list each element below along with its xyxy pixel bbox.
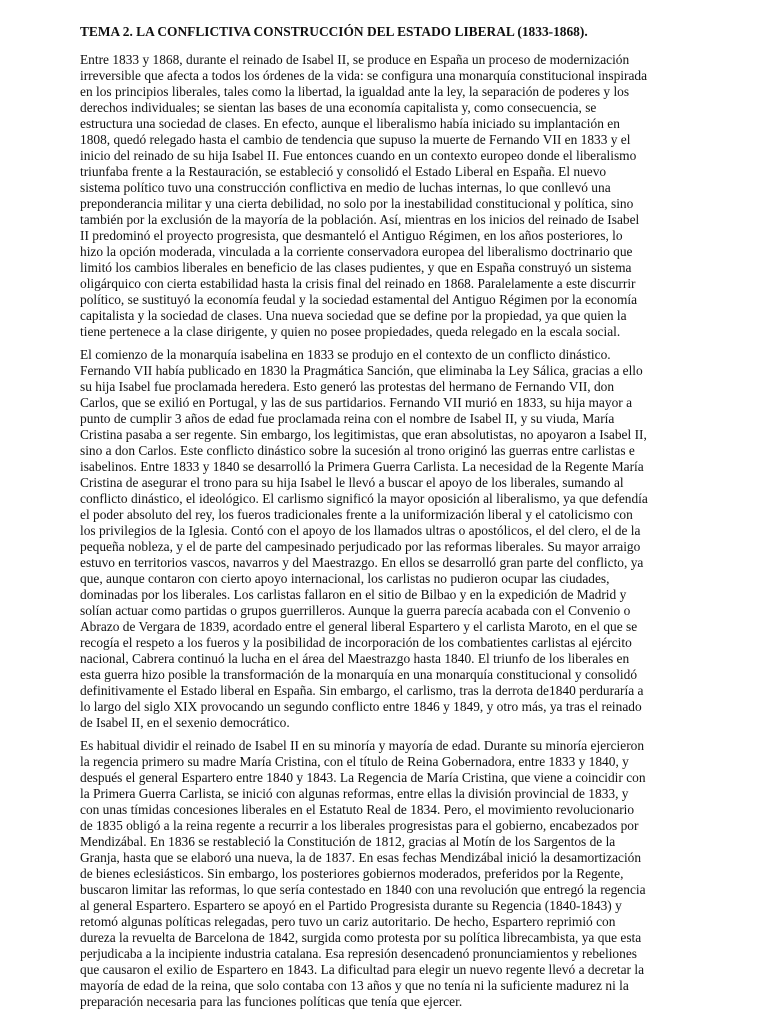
paragraph-2 — [80, 347, 680, 731]
text-line: perjudicaba a la incipiente industria catalana. Esa represión desencadenó pronunciamientos y rebeliones — [80, 946, 637, 961]
text-line: Cristina de asegurar el trono para su hija Isabel le llevó a buscar el apoyo de los liberales, sumando al — [80, 475, 624, 490]
text-line: dureza la revuelta de Barcelona de 1842, surgida como protesta por su política librecambista, ya que esta — [80, 930, 642, 945]
text-line: buscaron limitar las reformas, lo que sería contestado en 1840 con una revolución que entregó la regencia — [80, 882, 646, 897]
paragraph-3 — [80, 738, 680, 1010]
text-line: Abrazo de Vergara de 1839, acordado entre el general liberal Espartero y el carlista Maroto, en el que se — [80, 619, 638, 634]
text-line: recogía el respeto a los fueros y la posibilidad de incorporación de los combatientes carlistas al ejército — [80, 635, 632, 650]
text-line: el poder absoluto del rey, los fueros tradicionales frente a la uniformización liberal y el catolicismo con — [80, 507, 633, 522]
text-line: nacional, Cabrera continuó la lucha en el área del Maestrazgo hasta 1840. El triunfo de los liberales en — [80, 651, 630, 666]
text-line: preponderancia militar y una cierta debilidad, no solo por la inestabilidad constitucional y política, sino — [80, 196, 634, 211]
text-line: Mendizábal. En 1836 se restableció la Constitución de 1812, gracias al Motín de los Sargentos de la — [80, 834, 616, 849]
text-line: la regencia primero su madre María Cristina, con el título de Reina Gobernadora, entre 1833 y 1840, y — [80, 754, 629, 769]
text-line: definitivamente el Estado liberal en España. Sin embargo, el carlismo, tras la derrota de1840 perduraría a — [80, 683, 644, 698]
text-line: hizo la opción moderada, vinculada a la corriente conservadora europea del liberalismo doctrinario que — [80, 244, 633, 259]
text-line: estructura una sociedad de clases. En efecto, aunque el liberalismo había iniciado su implantación en — [80, 116, 620, 131]
text-line: solían actuar como partidas o grupos guerrilleros. Aunque la guerra parecía acabada con el Convenio o — [80, 603, 631, 618]
text-line: conflicto dinástico, el ideológico. El carlismo significó la mayor oposición al liberalismo, ya que defendía — [80, 491, 648, 506]
text-line: que, aunque contaron con cierto apoyo internacional, los carlistas no pudieron ocupar las ciudades, — [80, 571, 610, 586]
text-line: Fernando VII había publicado en 1830 la Pragmática Sanción, que eliminaba la Ley Sálica, gracias a ello — [80, 363, 643, 378]
text-line: de Isabel II, en el sexenio democrático. — [80, 715, 290, 730]
text-line: preparación necesaria para las funciones políticas que tenía que ejercer. — [80, 994, 463, 1009]
text-line: la Primera Guerra Carlista, se inició con algunas reformas, entre ellas la división provincial de 1833, y — [80, 786, 629, 801]
text-line: sistema político tuvo una construcción conflictiva en medio de luchas internas, lo que conllevó una — [80, 180, 611, 195]
text-line: al general Espartero. Espartero se apoyó en el Partido Progresista durante su Regencia (1840-1843) y — [80, 898, 622, 913]
document-body — [80, 24, 680, 1017]
text-line: de bienes eclesiásticos. Sin embargo, los posteriores gobiernos moderados, preferidos por la Regente, — [80, 866, 624, 881]
text-line: sino a don Carlos. Este conflicto dinástico sobre la sucesión al trono originó las guerras entre carlistas e — [80, 443, 635, 458]
text-line: estuvo en territorios vascos, navarros y del Maestrazgo. En ellos se desarrolló gran parte del conflicto, ya — [80, 555, 644, 570]
text-line: Entre 1833 y 1868, durante el reinado de Isabel II, se produce en España un proceso de modernización — [80, 52, 630, 67]
text-line: El comienzo de la monarquía isabelina en 1833 se produjo en el contexto de un conflicto dinástico. — [80, 347, 611, 362]
text-line: inicio del reinado de su hija Isabel II. Fue entonces cuando en un contexto europeo donde el liberalismo — [80, 148, 637, 163]
text-line: punto de cumplir 3 años de edad fue proclamada reina con el nombre de Isabel II, y su viuda, María — [80, 411, 615, 426]
document-title: TEMA 2. LA CONFLICTIVA CONSTRUCCIÓN DEL ESTADO LIBERAL (1833-1868). — [80, 24, 588, 39]
text-line: derechos individuales; se sientan las bases de una economía capitalista y, como consecuencia, se — [80, 100, 597, 115]
text-line: 1808, quedó relegado hasta el cambio de tendencia que supuso la muerte de Fernando VII en 1833 y el — [80, 132, 631, 147]
text-line: isabelinos. Entre 1833 y 1840 se desarrolló la Primera Guerra Carlista. La necesidad de la Regente María — [80, 459, 644, 474]
text-line: Carlos, que se exilió en Portugal, y las de sus partidarios. Fernando VII murió en 1833, su hija mayor a — [80, 395, 633, 410]
text-line: Es habitual dividir el reinado de Isabel II en su minoría y mayoría de edad. Durante su minoría ejercieron — [80, 738, 645, 753]
text-line: II predominó el proyecto progresista, que desmanteló el Antiguo Régimen, en los años posteriores, lo — [80, 228, 623, 243]
text-line: político, se sustituyó la economía feudal y la sociedad estamental del Antiguo Régimen por la economía — [80, 292, 638, 307]
text-line: mayoría de edad de la reina, que solo contaba con 13 años y que no tenía ni la suficiente madurez ni la — [80, 978, 629, 993]
text-line: pequeña nobleza, y el de parte del campesinado perjudicado por las reformas liberales. Su mayor arraigo — [80, 539, 641, 554]
text-line: en los principios liberales, tales como la libertad, la igualdad ante la ley, la separación de poderes y los — [80, 84, 630, 99]
text-line: de 1835 obligó a la reina regente a recurrir a los liberales progresistas para el gobierno, encabezados por — [80, 818, 639, 833]
text-line: que causaron el exilio de Espartero en 1843. La dificultad para elegir un nuevo regente llevó a decretar la — [80, 962, 645, 977]
text-line: lo largo del siglo XIX provocando un segundo conflicto entre 1846 y 1849, y otro más, ya tras el reinado — [80, 699, 642, 714]
text-line: con unas tímidas concesiones liberales en el Estatuto Real de 1834. Pero, el movimiento revolucionario — [80, 802, 635, 817]
text-line: dominadas por los liberales. Los carlistas fallaron en el sitio de Bilbao y en la expedición de Madrid y — [80, 587, 627, 602]
text-line: los privilegios de la Iglesia. Contó con el apoyo de los llamados ultras o apostólicos, el del clero, el de la — [80, 523, 641, 538]
text-line: después el general Espartero entre 1840 y 1843. La Regencia de María Cristina, que viene a coincidir con — [80, 770, 646, 785]
text-line: oligárquico con cierta estabilidad hasta la crisis final del reinado en 1868. Paralelamente a este discurrir — [80, 276, 636, 291]
text-line: Granja, hasta que se elaboró una nueva, la de 1837. En esas fechas Mendizábal inició la desamortización — [80, 850, 642, 865]
text-line: tiene pertenece a la clase dirigente, y quien no posee propiedades, queda relegado en la escala social. — [80, 324, 621, 339]
text-line: Cristina pasaba a ser regente. Sin embargo, los legitimistas, que eran absolutistas, no apoyaron a Isabel II, — [80, 427, 647, 442]
text-line: triunfaba frente a la Restauración, se estableció y consolidó el Estado Liberal en España. El nuevo — [80, 164, 607, 179]
text-line: capitalista y la sociedad de clases. Una nueva sociedad que se define por la propiedad, ya que quien la — [80, 308, 627, 323]
paragraph-1 — [80, 52, 680, 340]
text-line: también por la exclusión de la mayoría de la población. Así, mientras en los inicios del reinado de Isabel — [80, 212, 640, 227]
text-line: limitó los cambios liberales en beneficio de las clases pudientes, y que en España construyó un sistema — [80, 260, 632, 275]
text-line: su hija Isabel fue proclamada heredera. Esto generó las protestas del hermano de Fernando VII, don — [80, 379, 615, 394]
text-line: retomó algunas políticas relegadas, pero tuvo un cariz autoritario. De hecho, Espartero reprimió con — [80, 914, 616, 929]
text-line: irreversible que afecta a todos los órdenes de la vida: se configura una monarquía constitucional inspirada — [80, 68, 648, 83]
text-line: esta guerra hizo posible la transformación de la monarquía en una monarquía constitucional y consolidó — [80, 667, 638, 682]
